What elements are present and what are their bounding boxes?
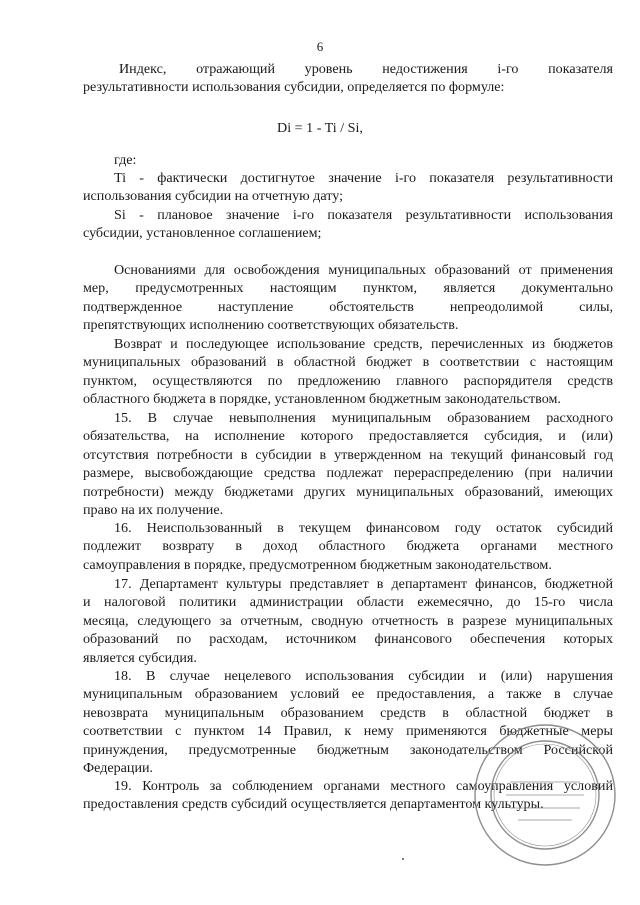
text-line: 17. Департамент культуры представляет в департамент финансов, бюджетной — [114, 576, 613, 592]
text-line: подлежит возврату в доход областного бюджета органами местного — [83, 538, 613, 555]
text-line: где: — [114, 152, 137, 168]
text-line: муниципальным образованием условий ее предоставления, а также в случае — [83, 686, 613, 703]
text-line: Ti - фактически достигнутое значение i-го показателя результативности — [114, 170, 613, 186]
text-line: 18. В случае нецелевого использования субсидии и (или) нарушения — [114, 668, 613, 684]
text-line: потребности) между бюджетами других муниципальных образований, имеющих — [83, 483, 613, 500]
text-line: подтвержденное наступление обстоятельств непреодолимой силы, — [83, 298, 613, 315]
text-line: Индекс, отражающий уровень недостижения i-го показателя — [119, 61, 613, 77]
paragraph-16 — [83, 519, 613, 574]
text-line: Si - плановое значение i-го показателя результативности использования — [114, 207, 613, 223]
paragraph-ti — [83, 169, 613, 206]
text-line: предоставления средств субсидий осуществляется департаментом культуры. — [83, 796, 544, 813]
text-line: отсутствия потребности в субсидии в утвержденном на текущий финансовый год — [83, 446, 613, 463]
text-line: муниципальных образований в областной бюджет в соответствии с настоящим — [83, 354, 613, 371]
text-line: результативности использования субсидии, определяется по формуле: — [83, 79, 505, 96]
paragraph-15 — [83, 409, 613, 519]
text-line: размере, высвобождающие средства подлежат перераспределению (при наличии — [83, 465, 613, 482]
text-line: образований по расходам, источником финансового обеспечения которых — [83, 631, 613, 648]
page-number: 6 — [316, 39, 324, 54]
paragraph-basis — [83, 261, 613, 335]
scan-speck — [402, 858, 404, 860]
text-line: 19. Контроль за соблюдением органами местного самоуправления условий — [114, 778, 613, 794]
text-line: принуждения, предусмотренные бюджетным законодательством Российской — [83, 741, 613, 758]
text-line: Возврат и последующее использование средств, перечисленных из бюджетов — [114, 336, 613, 352]
text-line: пунктом, осуществляются по предложению главного распорядителя средств — [83, 372, 613, 389]
text-line: самоуправления в порядке, предусмотренном бюджетным законодательством. — [83, 556, 552, 573]
text-line: является субсидия. — [83, 649, 197, 666]
text-line: областного бюджета в порядке, установленном бюджетным законодательством. — [83, 391, 561, 408]
text-line: право на их получение. — [83, 502, 224, 519]
text-line: невозврата муниципальным образованием средств в областной бюджет в — [83, 704, 613, 721]
text-line: 15. В случае невыполнения муниципальным образованием расходного — [114, 410, 613, 426]
text-line: обязательства, на исполнение которого предоставляется субсидия, и (или) — [83, 428, 613, 445]
text-line: использования субсидии на отчетную дату; — [83, 188, 343, 205]
text-line: Федерации. — [83, 760, 154, 777]
text-line: мер, предусмотренных настоящим пунктом, является документально — [83, 280, 613, 297]
text-line: субсидии, установленное соглашением; — [83, 225, 322, 242]
paragraph-index-definition — [83, 60, 613, 97]
official-stamp — [470, 720, 620, 870]
text-line: и налоговой политики администрации области ежемесячно, до 15-го числа — [83, 594, 613, 611]
formula: Di = 1 - Ti / Si, — [277, 120, 363, 136]
text-line: Основаниями для освобождения муниципальных образований от применения — [114, 262, 613, 278]
paragraph-si — [83, 206, 613, 243]
text-line: препятствующих исполнению соответствующих обязательств. — [83, 317, 459, 334]
paragraph-where — [83, 151, 613, 169]
text-line: месяца, следующего за отчетным, сводную отчетность в разрезе муниципальных — [83, 612, 613, 629]
text-line: соответствии с пунктом 14 Правил, к нему применяются бюджетные меры — [83, 723, 613, 740]
text-line: 16. Неиспользованный в текущем финансовом году остаток субсидий — [114, 520, 613, 536]
paragraph-17 — [83, 575, 613, 667]
paragraph-return — [83, 335, 613, 409]
